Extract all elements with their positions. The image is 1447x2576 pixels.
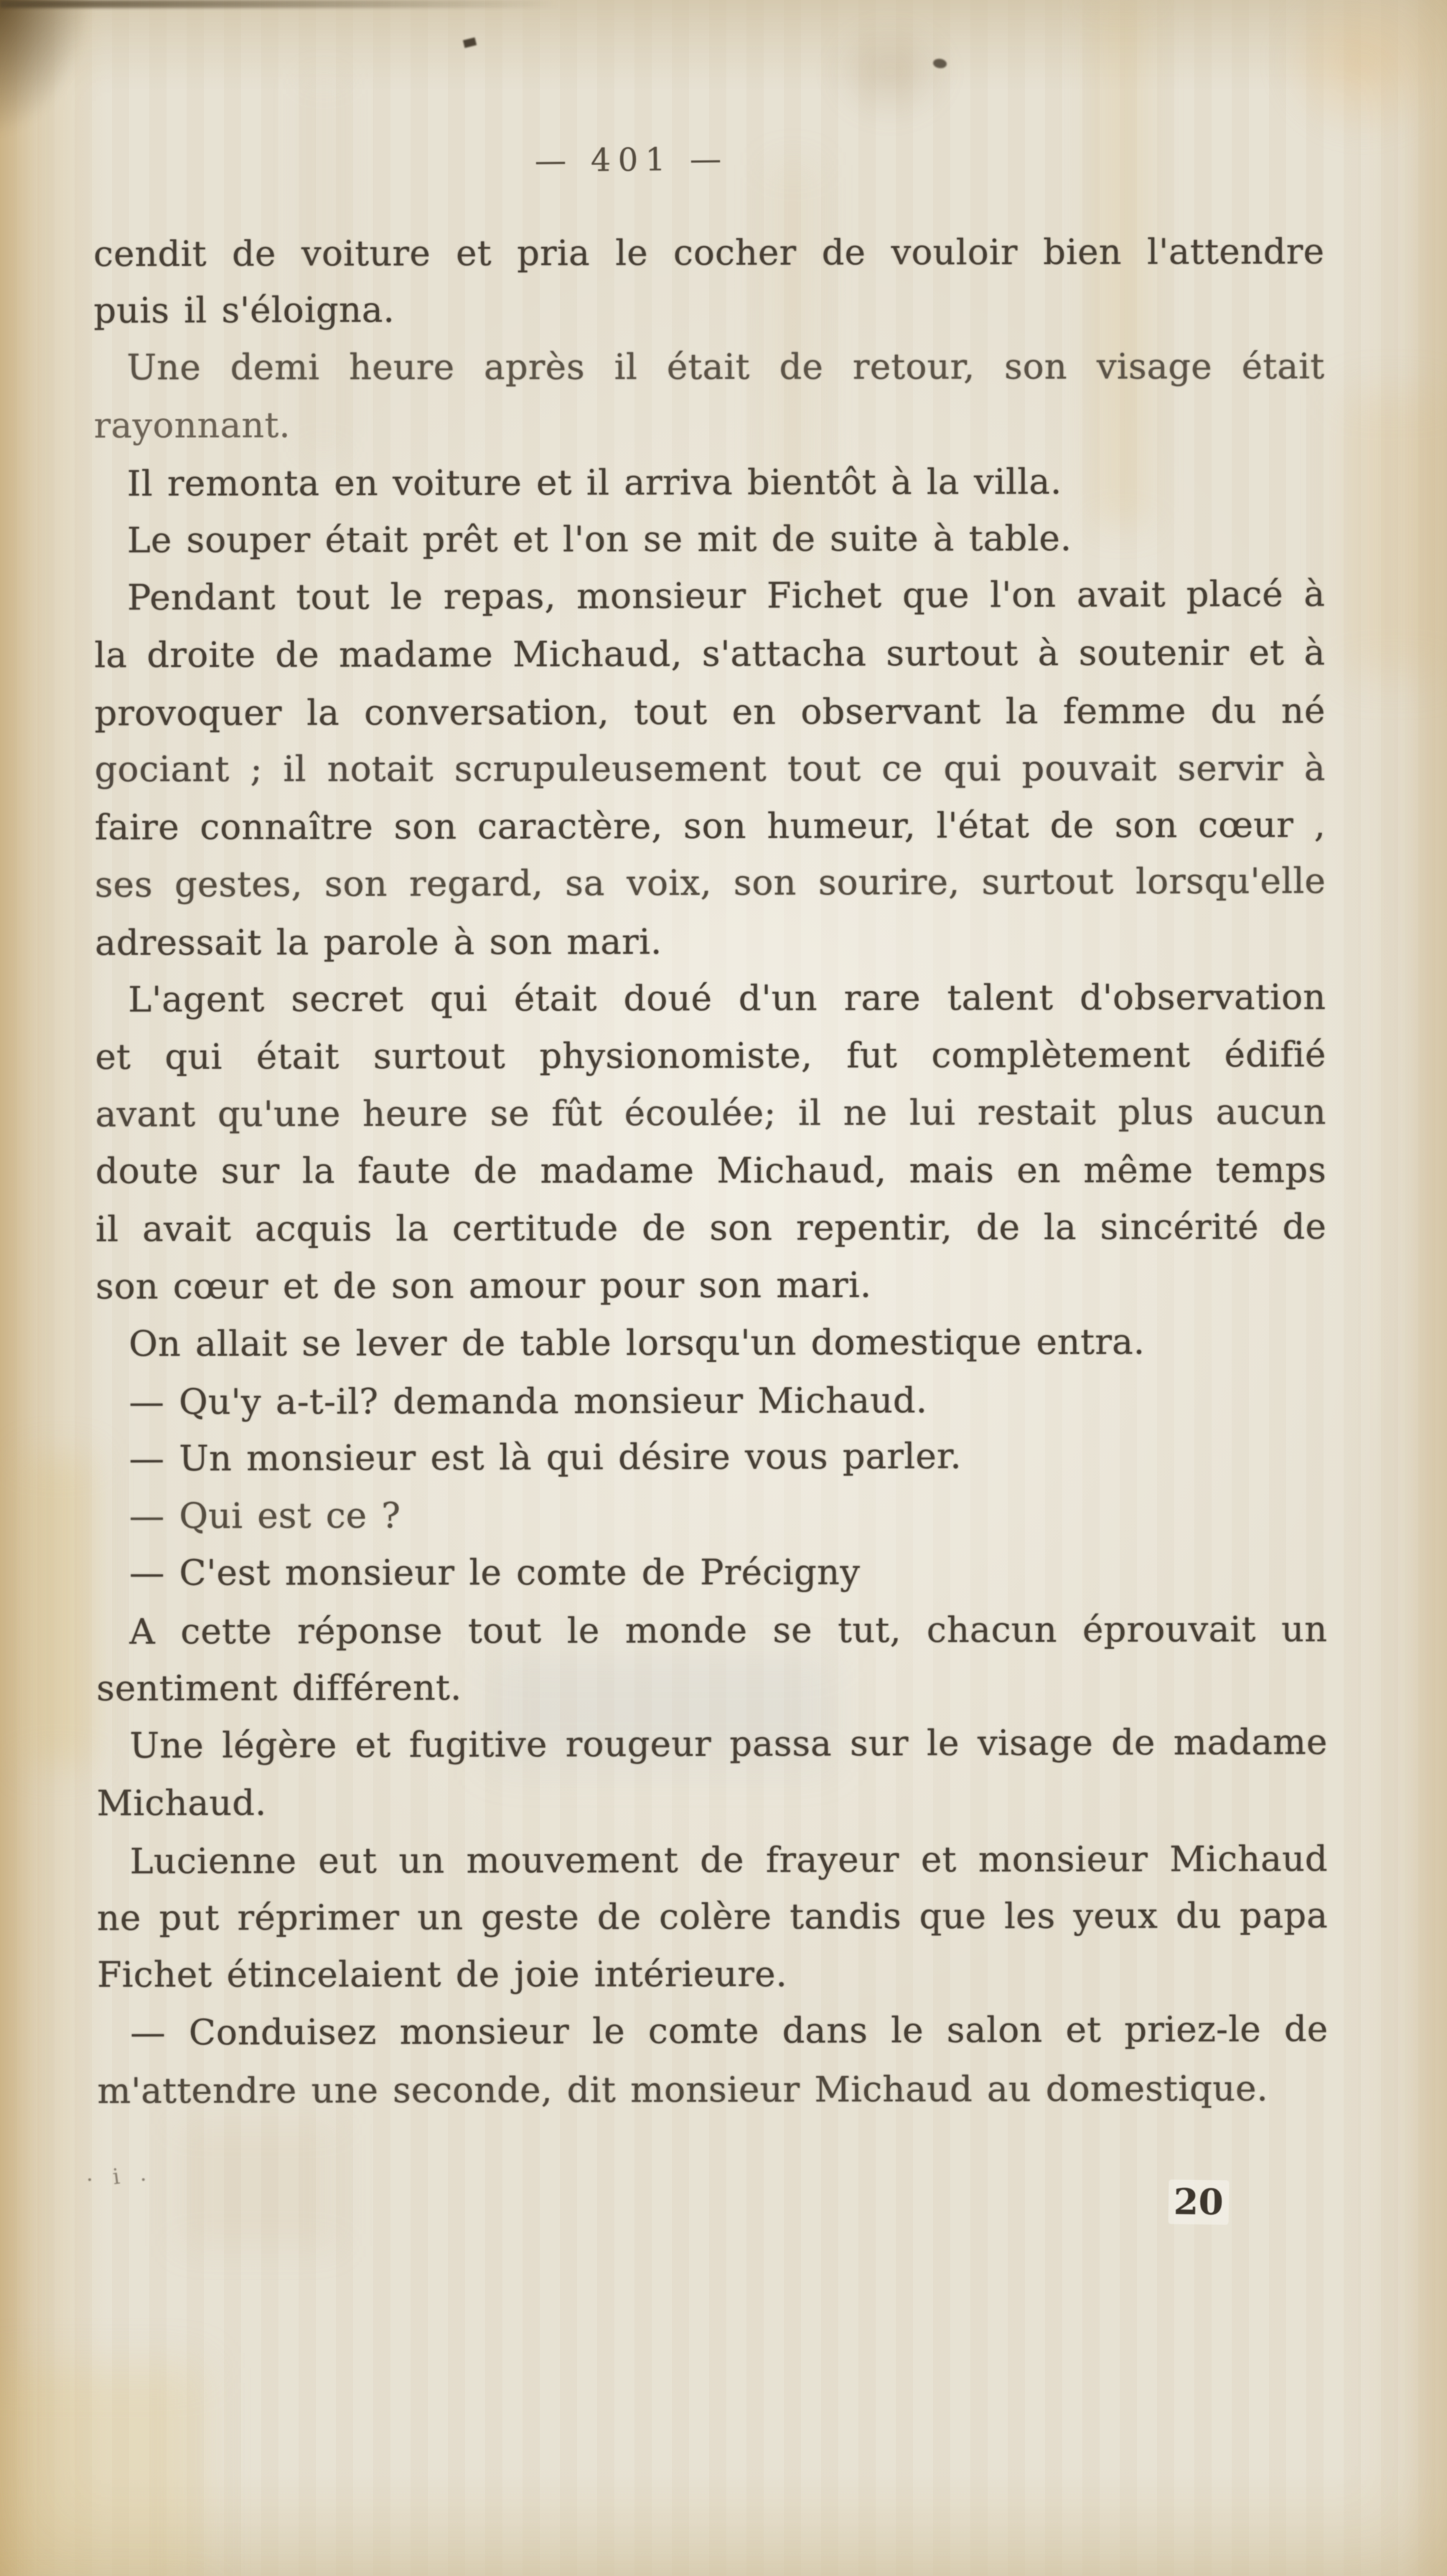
text-line: ses gestes, son regard, sa voix, son sourire, surtout lorsqu'elle [95, 860, 1326, 906]
text-line: ne put réprimer un geste de colère tandis que les yeux du papa [97, 1895, 1329, 1939]
text-line: puis il s'éloigna. [93, 289, 395, 332]
text-line: cendit de voiture et pria le cocher de vouloir bien l'attendre [93, 231, 1325, 275]
paper-stain [0, 2368, 201, 2576]
paper-stain [825, 18, 955, 126]
paper-stain [24, 1457, 93, 1765]
body-text [93, 222, 1329, 2120]
text-line: — Un monsieur est là qui désire vous parler. [128, 1435, 962, 1480]
text-line: A cette réponse tout le monde se tut, chacun éprouvait un [129, 1609, 1328, 1653]
paper-stain [1270, 0, 1447, 144]
text-line: L'agent secret qui était doué d'un rare talent d'observation [128, 977, 1326, 1020]
text-line: Le souper était prêt et l'on se mit de suite à table. [127, 517, 1072, 561]
paper-stain [1346, 395, 1443, 674]
corner-shadow-topleft [0, 0, 90, 133]
text-line: m'attendre une seconde, dit monsieur Michaud au domestique. [97, 2068, 1268, 2112]
ink-speck [463, 37, 477, 48]
text-line: Une demi heure après il était de retour, son visage était [126, 346, 1325, 388]
paper-stain [179, 2124, 337, 2246]
text-line: — C'est monsieur le comte de Précigny [129, 1551, 861, 1594]
text-line: provoquer la conversation, tout en observant la femme du né [94, 690, 1326, 734]
text-line: — Qui est ce ? [128, 1495, 401, 1537]
margin-artifact: · i . [85, 2160, 154, 2194]
text-line: la droite de madame Michaud, s'attacha surtout à soutenir et à [94, 632, 1326, 676]
text-line: sentiment différent. [96, 1667, 462, 1709]
text-line: adressait la parole à son mari. [95, 921, 662, 964]
text-line: rayonnant. [93, 405, 291, 446]
text-line: faire connaître son caractère, son humeur, l'état de son cœur , [94, 804, 1326, 848]
text-line: Il remonta en voiture et il arriva bientôt à la villa. [126, 461, 1062, 504]
page-number-header: — 401 — [534, 141, 729, 180]
text-line: Lucienne eut un mouvement de frayeur et monsieur Michaud [129, 1838, 1329, 1882]
text-line: Pendant tout le repas, monsieur Fichet que l'on avait placé à [127, 573, 1326, 619]
text-line: Michaud. [96, 1782, 267, 1824]
text-line: il avait acquis la certitude de son repentir, de la sincérité de [95, 1206, 1327, 1250]
top-edge-shadow [0, 0, 560, 8]
text-line: avant qu'une heure se fût écoulée; il ne lui restait plus aucun [95, 1091, 1326, 1135]
signature-mark: 20 [1169, 2179, 1229, 2224]
text-line: — Qu'y a-t-il? demanda monsieur Michaud. [128, 1380, 928, 1423]
ink-speck [932, 58, 947, 70]
text-line: Fichet étincelaient de joie intérieure. [97, 1953, 787, 1996]
text-line: son cœur et de son amour pour son mari. [95, 1264, 872, 1307]
text-line: gociant ; il notait scrupuleusement tout ce qui pouvait servir à [94, 748, 1326, 790]
text-line: — Conduisez monsieur le comte dans le salon et priez-le de [130, 2008, 1329, 2054]
text-line: Une légère et fugitive rougeur passa sur le visage de madame [129, 1721, 1328, 1767]
text-line: doute sur la faute de madame Michaud, mais en même temps [95, 1150, 1327, 1192]
text-line: On allait se lever de table lorsqu'un domestique entra. [128, 1321, 1146, 1365]
text-line: et qui était surtout physionomiste, fut complètement édifié [95, 1034, 1326, 1078]
